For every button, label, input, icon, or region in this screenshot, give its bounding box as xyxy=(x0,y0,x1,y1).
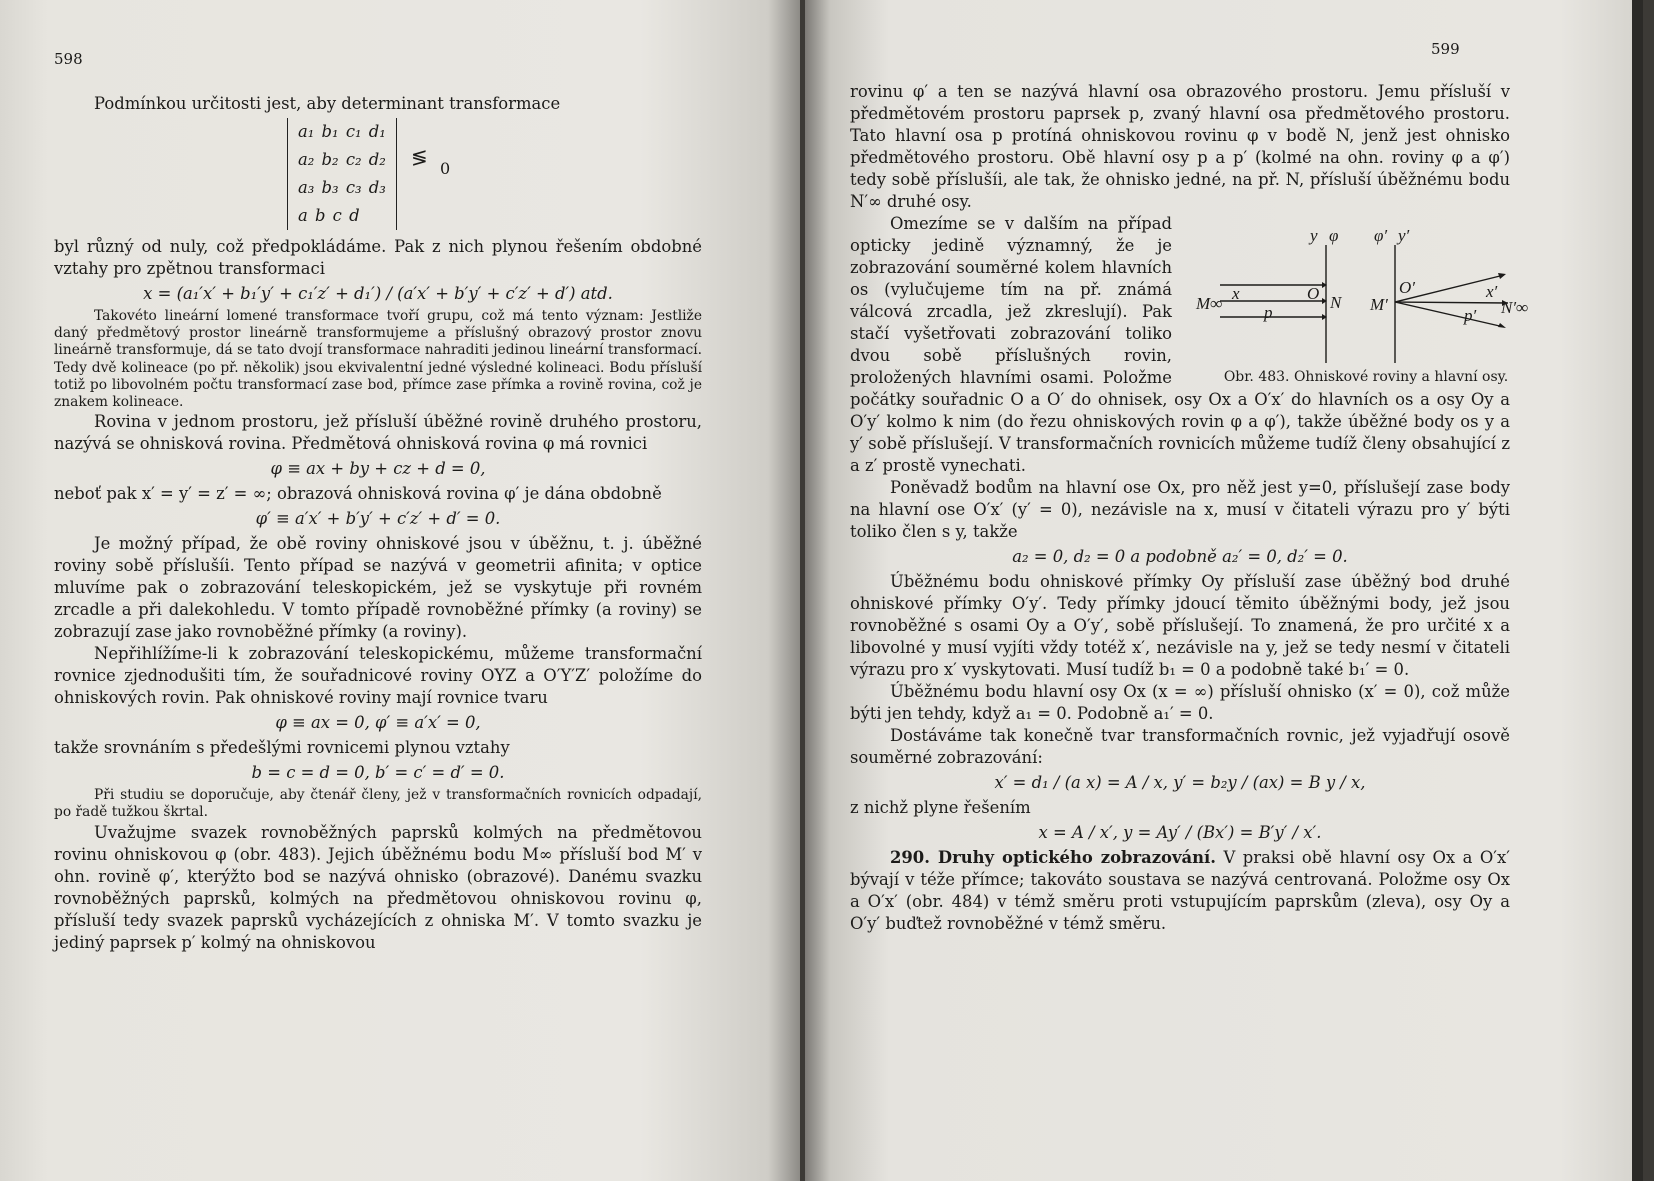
label-p-prime: p′ xyxy=(1464,306,1477,325)
paragraph: Poněvadž bodům na hlavní ose Ox, pro něž jest y=0, příslušejí zase body na hlavní ose O′x′ (y′ = 0), nezávisle na x, musí v čitateli výrazu pro y′ býti toliko člen s y, takže xyxy=(850,478,1510,541)
determinant-row: a b c d xyxy=(298,206,360,225)
left-text-column xyxy=(54,93,702,954)
equation-focal-planes: φ ≡ ax = 0, φ′ ≡ a′x′ = 0, xyxy=(275,713,481,733)
equation-bcd: b = c = d = 0, b′ = c′ = d′ = 0. xyxy=(251,763,505,783)
small-paragraph: Takovéto lineární lomené transformace tvoří grupu, což má tento význam: Jestliže daný předmětový prostor lineárně transformujeme a příslušný obrazový prostor znovu lineárně transformuje, dá se tato dvojí transformace nahraditi jedinou lineární transformací. Tedy dvě kolineace (po př. několik) jsou ekvivalentní jedné výsledné kolineaci. Bodu přísluší totiž po libovolném počtu transformací zase bod, přímce zase přímka a rovině rovina, což je znakem kolineace. xyxy=(54,308,702,411)
paragraph: takže srovnáním s předešlými rovnicemi plynou vztahy xyxy=(54,738,510,758)
paragraph: Úběžnému bodu ohniskové přímky Oy přísluší zase úběžný bod druhé ohniskové přímky O′y′. Tedy přímky jdoucí těmito úběžnými body, jež jsou rovnoběžné s osami Oy a O′y′, sobě příslušejí. To znamená, že pro určité x a libovolné y musí vyjíti vždy totéž x′, nezávisle na y, jež se tedy nesmí v čitateli výrazu pro x′ vyskytovati. Musí tudíž b₁ = 0 a podobně také b₁′ = 0. xyxy=(850,572,1510,679)
paragraph: Rovina v jednom prostoru, jež přísluší úběžné rovině druhého prostoru, nazývá se ohnisková rovina. Předmětová ohnisková rovina φ má rovnici xyxy=(54,412,702,454)
equation-a2-d2: a₂ = 0, d₂ = 0 a podobně a₂′ = 0, d₂′ = 0. xyxy=(1012,547,1348,566)
paragraph: rovinu φ′ a ten se nazývá hlavní osa obrazového prostoru. Jemu přísluší v předmětovém prostoru paprsek p, zvaný hlavní osa předmětového prostoru. Tato hlavní osa p protíná ohniskovou rovinu φ v bodě N, jenž jest ohnisko předmětového prostoru. Obě hlavní osy p a p′ (kolmé na ohn. roviny φ a φ′) tedy sobě příslušíi, ale tak, že ohnisko jedné, na př. N, přísluší úběžnému bodu N′∞ druhé osy. xyxy=(850,82,1510,211)
paragraph: Nepřihlížíme-li k zobrazování teleskopickému, můžeme transformační rovnice zjednodušiti tím, že souřadnicové roviny OYZ a O′Y′Z′ položíme do ohniskových rovin. Pak ohniskové roviny mají rovnice tvaru xyxy=(54,644,702,708)
paragraph: Podmínkou určitosti jest, aby determinant transformace xyxy=(94,94,561,113)
equation-phi-prime: φ′ ≡ a′x′ + b′y′ + c′z′ + d′ = 0. xyxy=(255,509,501,529)
left-page xyxy=(0,0,800,1181)
label-y: y xyxy=(1310,226,1318,245)
equation-transform: x′ = d₁ / (a x) = A / x, y′ = b₂y / (ax) = B y / x, xyxy=(994,773,1366,792)
label-p: p xyxy=(1264,303,1273,322)
paragraph: byl různý od nuly, což předpokládáme. Pak z nich plynou řešením obdobné vztahy pro zpětnou transformaci xyxy=(54,237,702,278)
page-number: 599 xyxy=(1431,40,1460,58)
equation-phi: φ ≡ ax + by + cz + d = 0, xyxy=(270,459,486,479)
label-o-prime: O′ xyxy=(1399,278,1415,297)
page-number: 598 xyxy=(54,50,83,68)
label-m-infinity: M∞ xyxy=(1196,294,1223,313)
outgoing-ray xyxy=(1395,302,1508,303)
paragraph: Omezíme se v dalším na případ opticky jedině významný, že je zobrazování souměrné kolem hlavních os (vylučujeme tím na př. známá válcová zrcadla, jež zkreslují). Pak stačí vyšetřovati zobrazování toliko dvou sobě příslušných rovin, proložených hlavními osami. Položme počátky souřadnic O a O′ do ohnisek, osy Ox a O′x′ do hlavních os a osy Oy a O′y′ kolmo k nim (do řezu ohniskových rovin φ a φ′), takže úběžné body os y a y′ sobě příslušejí. V transformačních rovnicích můžeme tudíž členy obsahující z a z′ prostě vynechati. xyxy=(850,214,1510,475)
right-page xyxy=(805,0,1643,1181)
small-paragraph: Při studiu se doporučuje, aby čtenář členy, jež v transformačních rovnicích odpadají, po řadě tužkou škrtal. xyxy=(54,787,702,821)
paragraph: Dostáváme tak konečně tvar transformačních rovnic, jež vyjadřují osově souměrné zobrazování: xyxy=(850,726,1510,767)
label-x-prime: x′ xyxy=(1486,282,1498,301)
comparison-symbol: ≶ xyxy=(411,145,428,169)
label-o: O xyxy=(1307,284,1320,303)
determinant-row: a₂ b₂ c₂ d₂ xyxy=(298,150,386,169)
determinant xyxy=(54,118,702,232)
label-x: x xyxy=(1232,284,1240,303)
figure-caption: Obr. 483. Ohniskové roviny a hlavní osy. xyxy=(1223,369,1509,385)
equation-inverse: x = (a₁′x′ + b₁′y′ + c₁′z′ + d₁′) / (a′x′ + b′y′ + c′z′ + d′) atd. xyxy=(143,284,613,303)
paragraph: Je možný případ, že obě roviny ohniskové jsou v úběžnu, t. j. úběžné roviny sobě příslušíi. Tento případ se nazývá v geometrii afinita; v optice mluvíme pak o zobrazování teleskopickém, jež se vyskytuje při rovném zrcadle a při dalekohledu. V tomto případě rovnoběžné přímky (a roviny) se zobrazují zase jako rovnoběžné přímky (a roviny). xyxy=(54,534,702,642)
comparison-zero: 0 xyxy=(440,159,451,178)
section-heading: 290. Druhy optického zobrazování. xyxy=(890,848,1216,867)
paragraph: neboť pak x′ = y′ = z′ = ∞; obrazová ohnisková rovina φ′ je dána obdobně xyxy=(54,484,662,504)
determinant-row: a₁ b₁ c₁ d₁ xyxy=(298,122,386,141)
paragraph: z nichž plyne řešením xyxy=(850,798,1031,817)
equation-solution: x = A / x′, y = Ay′ / (Bx′) = B′y′ / x′. xyxy=(1038,823,1322,842)
label-phi-prime: φ′ xyxy=(1374,226,1388,245)
label-phi: φ xyxy=(1329,226,1339,245)
figure-483 xyxy=(1186,217,1546,386)
right-text-column xyxy=(850,81,1529,935)
paragraph: Úběžnému bodu hlavní osy Ox (x = ∞) přísluší ohnisko (x′ = 0), což může býti jen tehdy, když a₁ = 0. Podobně a₁′ = 0. xyxy=(850,682,1510,723)
determinant-row: a₃ b₃ c₃ d₃ xyxy=(298,178,386,197)
page-edge xyxy=(1632,0,1643,1181)
section-text: V praksi obě hlavní osy Ox a O′x′ bývají v téže přímce; takováto soustava se nazývá centrovaná. Položme osy Ox a O′x′ (obr. 484) v témž směru proti vstupujícím paprskům (zleva), osy Oy a O′y′ buďtež rovnoběžné v témž směru. xyxy=(850,848,1510,933)
label-y-prime: y′ xyxy=(1398,226,1410,245)
focal-planes-diagram xyxy=(1186,217,1546,367)
section-paragraph xyxy=(850,847,1510,935)
determinant-matrix xyxy=(287,118,397,230)
label-n-infinity: N′∞ xyxy=(1501,298,1529,317)
label-m-prime: M′ xyxy=(1370,295,1388,314)
paragraph: Uvažujme svazek rovnoběžných paprsků kolmých na předmětovou rovinu ohniskovou φ (obr. 483). Jejich úběžnému bodu M∞ přísluší bod M′ v ohn. rovině φ′, kterýžto bod se nazývá ohnisko (obrazové). Danému svazku rovnoběžných paprsků, kolmých na předmětovou ohniskovou rovinu φ, přísluší tedy svazek paprsků vycházejících z ohniska M′. V tomto svazku je jediný paprsek p′ kolmý na ohniskovou xyxy=(54,822,702,952)
outgoing-ray xyxy=(1395,302,1504,327)
label-n: N xyxy=(1330,293,1342,312)
